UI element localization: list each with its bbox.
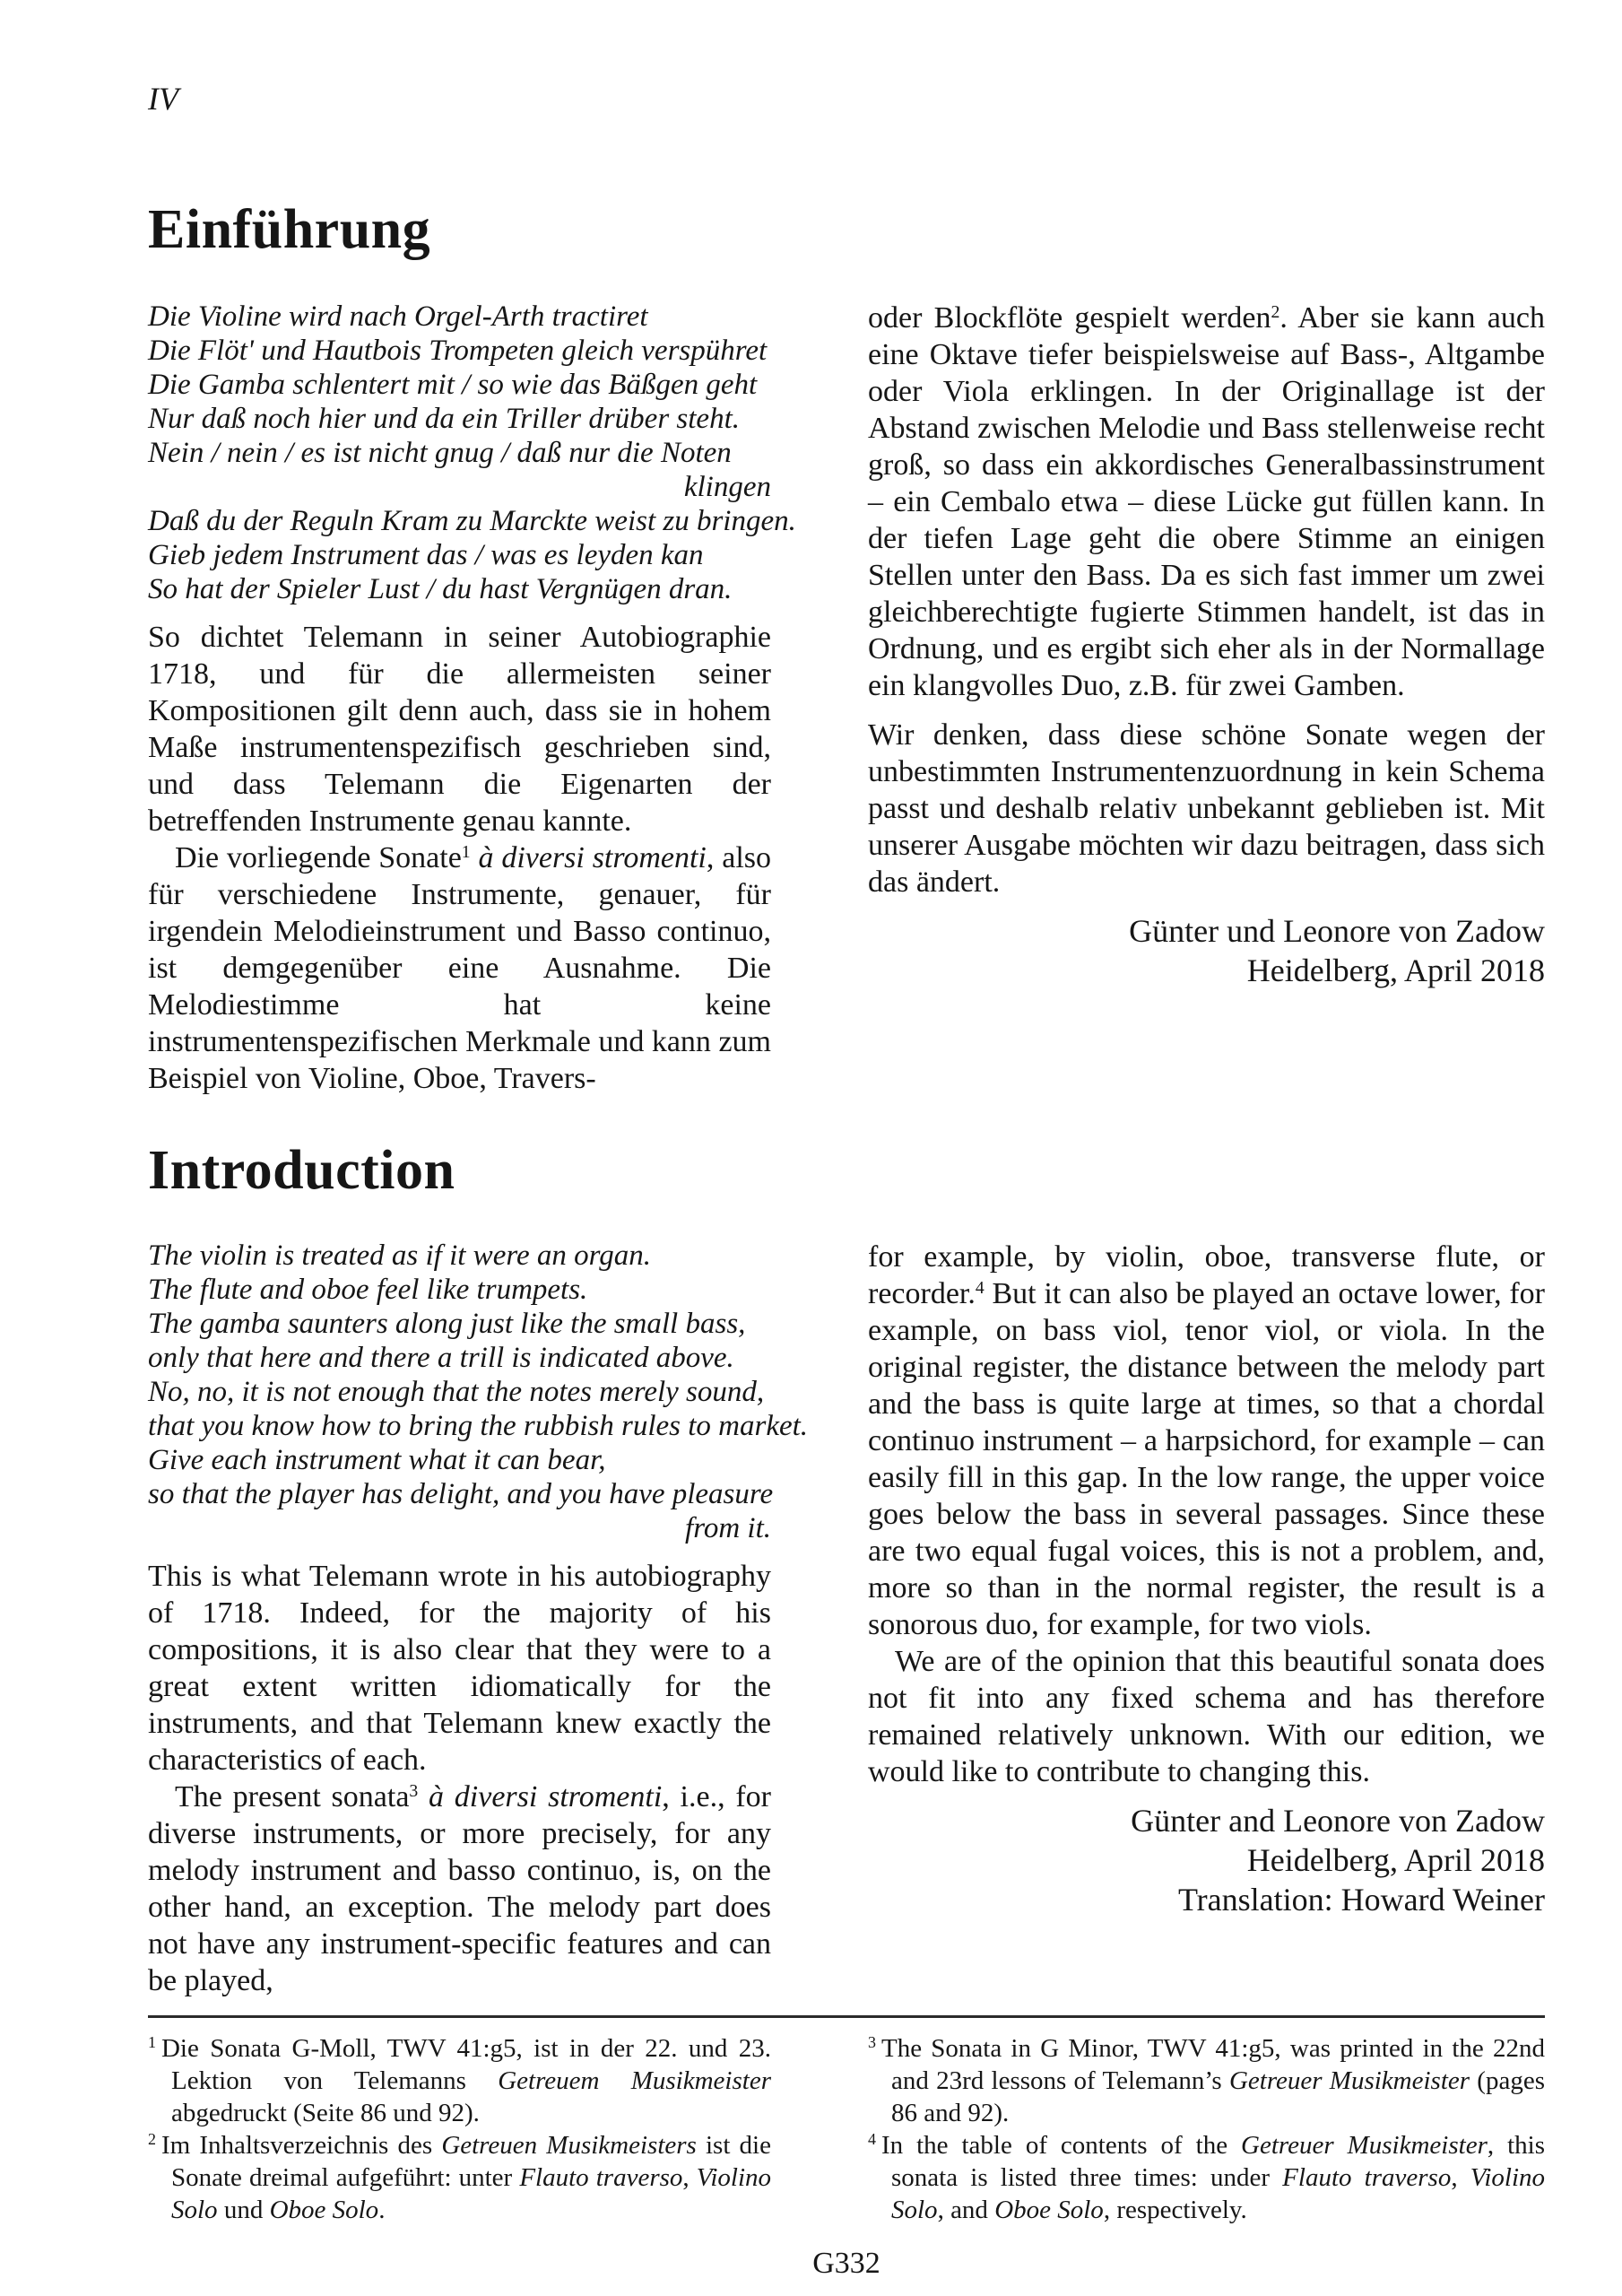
signature-authors: Günter und Leonore von Zadow: [1129, 913, 1545, 949]
english-heading: Introduction: [148, 1140, 455, 1201]
english-paragraph-2: The present sonata$^3$ à diversi stromenti, i.e., for diverse instruments, or more precisely, for any melody instrument and basso continuo, is, on the other hand, an exception. The melody part does not have any instrument-specific features and can be played,: [148, 1780, 771, 1997]
poem-line: only that here and there a trill is indicated above.: [148, 1342, 734, 1374]
footnote-text: The Sonata in G Minor, TWV 41:g5, was printed in the 22nd and 23rd lessons of Telemann’s Getreuer Musikmeister (pages 86 and 92).: [880, 2034, 1545, 2127]
footnote-1: [148, 2032, 771, 2129]
footnote-text: In the table of contents of the Getreuer Musikmeister, this sonata is listed three times: under Flauto traverso, Violino Solo, and Oboe Solo, respectively.: [880, 2131, 1545, 2224]
german-paragraph-3: oder Blockflöte gespielt werden$^2$. Aber sie kann auch eine Oktave tiefer beispielsweise auf Bass-, Altgambe oder Viola erklingen. In der Originallage ist der Abstand zwischen Melodie und Bass stellenweise recht groß, so dass ein akkordisches Generalbassinstrument – ein Cembalo etwa – diese Lücke gut füllen kann. In der tiefen Lage geht die obere Stimme an einigen Stellen unter den Bass. Da es sich fast immer um zwei gleichberechtigte fugierte Stimmen handelt, ist das in Ordnung, und es ergibt sich eher als in der Normallage ein klangvolles Duo, z.B. für zwei Gamben.: [868, 301, 1545, 702]
poem-line: Die Violine wird nach Orgel-Arth tractiret: [148, 300, 648, 333]
footnote-number: 2: [148, 2130, 156, 2149]
poem-line: that you know how to bring the rubbish rules to market.: [148, 1410, 809, 1442]
poem-line: No, no, it is not enough that the notes merely sound,: [148, 1376, 765, 1408]
poem-line: Gieb jedem Instrument das / was es leyden kan: [148, 539, 704, 571]
signature-place-date: Heidelberg, April 2018: [1246, 1842, 1545, 1878]
footnote-text: Die Sonata G-Moll, TWV 41:g5, ist in der 22. und 23. Lektion von Telemanns Getreuem Musikmeister abgedruckt (Seite 86 und 92).: [160, 2034, 771, 2127]
poem-line: Nur daß noch hier und da ein Triller drüber steht.: [148, 403, 740, 435]
german-column-left: [148, 300, 796, 1097]
poem-line: so that the player has delight, and you have pleasure: [148, 1478, 774, 1510]
footnote-2: [148, 2129, 771, 2226]
english-column-right: [868, 1239, 1545, 1919]
german-paragraph-1: So dichtet Telemann in seiner Autobiographie 1718, und für die allermeisten seiner Kompositionen gilt denn auch, dass sie in hohem Maße instrumentenspezifisch geschrieben sind, und dass Telemann die Eigenarten der betreffenden Instrumente genau kannte.: [148, 621, 771, 838]
poem-line: Die Flöt' und Hautbois Trompeten gleich verspühret: [148, 335, 768, 367]
plate-number: G332: [812, 2247, 880, 2280]
poem-line: So hat der Spieler Lust / du hast Vergnügen dran.: [148, 573, 733, 605]
signature-place-date: Heidelberg, April 2018: [1246, 952, 1545, 988]
footnote-number: 4: [868, 2130, 876, 2149]
footnotes: [148, 2032, 1545, 2226]
poem-line: Die Gamba schlentert mit / so wie das Bäßgen geht: [148, 369, 758, 401]
footnote-number: 1: [148, 2033, 156, 2052]
german-heading: Einführung: [148, 199, 431, 260]
footnotes-english: [868, 2032, 1545, 2226]
english-columns: [148, 1239, 1545, 1999]
german-columns: [148, 300, 1545, 1097]
footnote-divider: [148, 2015, 1545, 2018]
footnote-number: 3: [868, 2033, 876, 2052]
english-signature: [868, 1801, 1545, 1919]
english-poem: [148, 1239, 809, 1545]
poem-line: The violin is treated as if it were an organ.: [148, 1239, 651, 1272]
footnote-3: [868, 2032, 1545, 2129]
footnote-text: Im Inhaltsverzeichnis des Getreuen Musikmeisters ist die Sonate dreimal aufgeführt: unter Flauto traverso, Violino Solo und Oboe Solo.: [160, 2131, 771, 2224]
english-paragraph-3: for example, by violin, oboe, transverse flute, or recorder.$^4$ But it can also be played an octave lower, for example, on bass viol, tenor viol, or viola. In the original register, the distance between the melody part and the bass is quite large at times, so that a chordal continuo instrument – a harpsichord, for example – can easily fill in this gap. In the low range, the upper voice goes below the bass in several passages. Since these are two equal fugal voices, this is not a problem, and, more so than in the normal register, the result is a sonorous duo, for example, for two viols.: [868, 1240, 1545, 1641]
signature-translator: Translation: Howard Weiner: [1177, 1882, 1545, 1918]
german-signature: [868, 911, 1545, 990]
poem-line: Give each instrument what it can bear,: [148, 1444, 606, 1476]
english-paragraph-1: This is what Telemann wrote in his autobiography of 1718. Indeed, for the majority of his compositions, it is also clear that they were to a great extent written idiomatically for the instruments, and that Telemann knew exactly the characteristics of each.: [148, 1560, 771, 1777]
english-paragraph-4: We are of the opinion that this beautiful sonata does not fit into any fixed schema and has therefore remained relatively unknown. With our edition, we would like to contribute to changing this.: [868, 1645, 1545, 1788]
poem-line-overflow: klingen: [683, 471, 771, 503]
poem-line-overflow: from it.: [685, 1512, 771, 1544]
english-section: [148, 1142, 1545, 1999]
german-column-right: [868, 300, 1545, 990]
poem-line: The gamba saunters along just like the small bass,: [148, 1308, 746, 1340]
german-section: [148, 201, 1545, 1097]
footnotes-german: [148, 2032, 771, 2226]
footnote-4: [868, 2129, 1545, 2226]
poem-line: Daß du der Reguln Kram zu Marckte weist zu bringen.: [148, 505, 796, 537]
signature-authors: Günter and Leonore von Zadow: [1131, 1803, 1545, 1839]
poem-line: The flute and oboe feel like trumpets.: [148, 1274, 588, 1306]
english-column-left: [148, 1239, 809, 1999]
german-paragraph-4: Wir denken, dass diese schöne Sonate wegen der unbestimmten Instrumentenzuordnung in kein Schema passt und deshalb relativ unbekannt geblieben ist. Mit unserer Ausgabe möchten wir dazu beitragen, dass sich das ändert.: [868, 718, 1545, 899]
german-paragraph-2: Die vorliegende Sonate$^1$ à diversi stromenti, also für verschiedene Instrumente, genauer, für irgendein Melodieinstrument und Basso continuo, ist demgegenüber eine Ausnahme. Die Melodiestimme hat keine instrumentenspezifischen Merkmale und kann zum Beispiel von Violine, Oboe, Travers-: [148, 841, 771, 1095]
german-poem: [148, 300, 796, 606]
page-number: IV: [148, 81, 178, 117]
poem-line: Nein / nein / es ist nicht gnug / daß nur die Noten: [148, 437, 732, 469]
